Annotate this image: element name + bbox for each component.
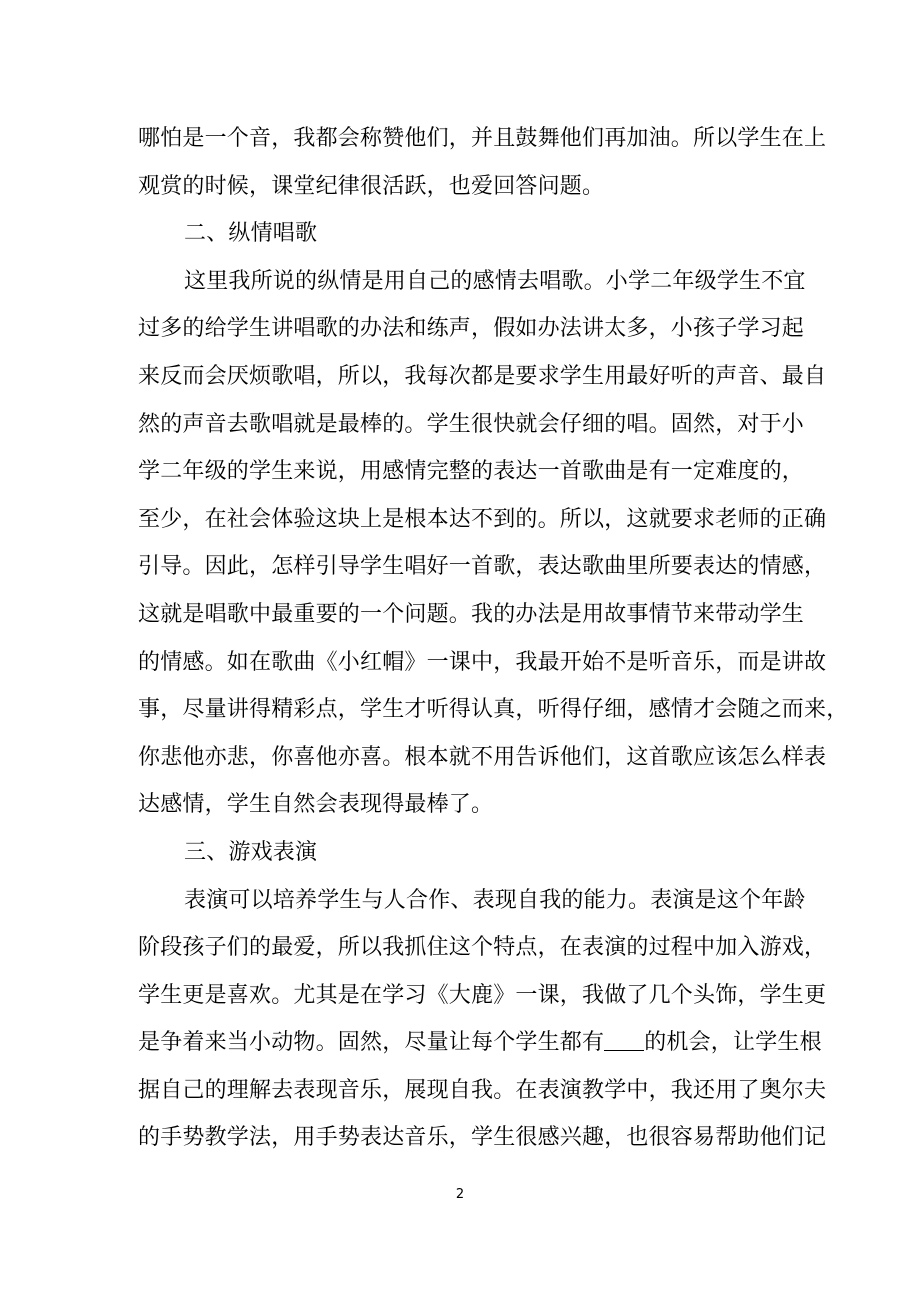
- text-line: 来反而会厌烦歌唱，所以，我每次都是要求学生用最好听的声音、最自: [138, 363, 827, 389]
- text-line: 你悲他亦悲，你喜他亦喜。根本就不用告诉他们，这首歌应该怎么样表: [138, 744, 827, 770]
- text-line: 观赏的时候，课堂纪律很活跃，也爱回答问题。: [138, 173, 605, 199]
- text-line: 学生更是喜欢。尤其是在学习《大鹿》一课，我做了几个头饰，学生更: [138, 982, 827, 1008]
- document-body: [138, 115, 849, 1162]
- text-line: 这就是唱歌中最重要的一个问题。我的办法是用故事情节来带动学生: [138, 601, 805, 627]
- text-line: 达感情，学生自然会表现得最棒了。: [138, 792, 494, 818]
- text-line: 据自己的理解去表现音乐，展现自我。在表演教学中，我还用了奥尔夫: [138, 1077, 827, 1103]
- text-line: 然的声音去歌唱就是最棒的。学生很快就会仔细的唱。固然，对于小: [138, 411, 805, 437]
- page-number: 2: [455, 1187, 465, 1202]
- text-line: 表演可以培养学生与人合作、表现自我的能力。表演是这个年龄: [184, 887, 806, 913]
- text-line: 引导。因此，怎样引导学生唱好一首歌，表达歌曲里所要表达的情感，: [138, 554, 827, 580]
- text-line: 的手势教学法，用手势表达音乐，学生很感兴趣，也很容易帮助他们记: [138, 1125, 827, 1151]
- text-line: 事，尽量讲得精彩点，学生才听得认真，听得仔细，感情才会随之而来，: [138, 697, 849, 723]
- text-line: 过多的给学生讲唱歌的办法和练声，假如办法讲太多，小孩子学习起: [138, 316, 805, 342]
- text-line: 阶段孩子们的最爱，所以我抓住这个特点，在表演的过程中加入游戏，: [138, 935, 827, 961]
- section-heading-3: 三、游戏表演: [184, 839, 318, 865]
- text-line: 哪怕是一个音，我都会称赞他们，并且鼓舞他们再加油。所以学生在上: [138, 126, 827, 151]
- text-segment: 是争着来当小动物。固然，尽量让每个学生都有: [138, 1030, 605, 1056]
- text-line: 这里我所说的纵情是用自己的感情去唱歌。小学二年级学生不宜: [184, 268, 806, 294]
- text-line-with-blank: [138, 1019, 822, 1067]
- section-heading-2: 二、纵情唱歌: [184, 221, 318, 247]
- fill-in-blank: [604, 1032, 644, 1051]
- text-line: 学二年级的学生来说，用感情完整的表达一首歌曲是有一定难度的，: [138, 459, 805, 485]
- text-line: 的情感。如在歌曲《小红帽》一课中，我最开始不是听音乐，而是讲故: [138, 649, 827, 675]
- text-segment: 的机会，让学生根: [644, 1030, 822, 1056]
- text-line: 至少，在社会体验这块上是根本达不到的。所以，这就要求老师的正确: [138, 506, 827, 532]
